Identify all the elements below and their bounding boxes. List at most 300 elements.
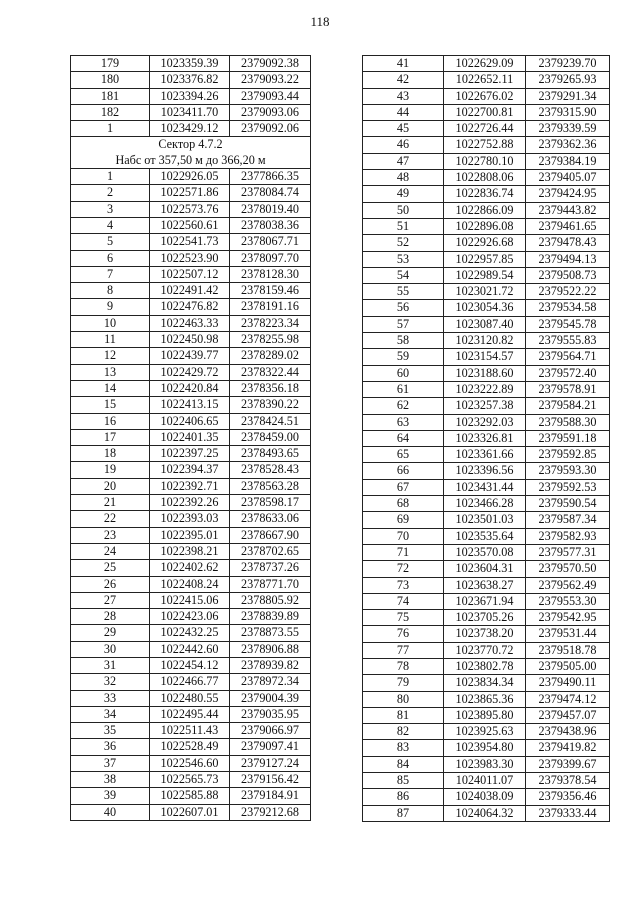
point-number-cell: 26 [71,576,150,592]
point-number-cell: 1 [71,121,150,137]
x-coordinate-cell: 1022507.12 [150,266,230,282]
point-number-cell: 76 [363,626,444,642]
point-number-cell: 17 [71,429,150,445]
point-number-cell: 68 [363,496,444,512]
table-row [363,300,610,316]
point-number-cell: 87 [363,805,444,821]
table-row [71,576,311,592]
point-number-cell: 8 [71,283,150,299]
table-row [363,414,610,430]
table-row [363,463,610,479]
x-coordinate-cell: 1022408.24 [150,576,230,592]
x-coordinate-cell: 1023292.03 [444,414,526,430]
x-coordinate-cell: 1022397.25 [150,446,230,462]
table-row [71,201,311,217]
x-coordinate-cell: 1023954.80 [444,740,526,756]
point-number-cell: 49 [363,186,444,202]
table-row [363,544,610,560]
point-number-cell: 37 [71,755,150,771]
y-coordinate-cell: 2379578.91 [526,381,610,397]
y-coordinate-cell: 2379405.07 [526,170,610,186]
point-number-cell: 42 [363,72,444,88]
table-row [363,496,610,512]
point-number-cell: 180 [71,72,150,88]
table-row [71,348,311,364]
point-number-cell: 77 [363,642,444,658]
table-row [71,641,311,657]
x-coordinate-cell: 1022957.85 [444,251,526,267]
sector-header-row [71,137,311,169]
x-coordinate-cell: 1023802.78 [444,658,526,674]
x-coordinate-cell: 1023376.82 [150,72,230,88]
table-row [363,642,610,658]
y-coordinate-cell: 2378223.34 [230,315,311,331]
y-coordinate-cell: 2379591.18 [526,430,610,446]
y-coordinate-cell: 2378771.70 [230,576,311,592]
x-coordinate-cell: 1022676.02 [444,88,526,104]
point-number-cell: 182 [71,104,150,120]
point-number-cell: 14 [71,380,150,396]
y-coordinate-cell: 2379127.24 [230,755,311,771]
y-coordinate-cell: 2379315.90 [526,104,610,120]
point-number-cell: 38 [71,772,150,788]
y-coordinate-cell: 2379587.34 [526,512,610,528]
table-row [71,299,311,315]
y-coordinate-cell: 2379093.06 [230,104,311,120]
y-coordinate-cell: 2379239.70 [526,56,610,72]
point-number-cell: 63 [363,414,444,430]
table-row [363,805,610,821]
x-coordinate-cell: 1022926.68 [444,235,526,251]
y-coordinate-cell: 2379518.78 [526,642,610,658]
y-coordinate-cell: 2379590.54 [526,496,610,512]
x-coordinate-cell: 1023638.27 [444,577,526,593]
y-coordinate-cell: 2379562.49 [526,577,610,593]
sector-subtitle: Набс от 357,50 м до 366,20 м [115,152,266,167]
x-coordinate-cell: 1023394.26 [150,88,230,104]
table-row [71,380,311,396]
y-coordinate-cell: 2379474.12 [526,691,610,707]
table-row [363,284,610,300]
point-number-cell: 22 [71,511,150,527]
y-coordinate-cell: 2379592.85 [526,447,610,463]
table-row [71,755,311,771]
table-row [363,365,610,381]
table-row [363,561,610,577]
table-row [363,88,610,104]
point-number-cell: 20 [71,478,150,494]
x-coordinate-cell: 1022511.43 [150,723,230,739]
y-coordinate-cell: 2379092.38 [230,56,311,72]
page-number: 118 [310,14,330,29]
x-coordinate-cell: 1023925.63 [444,724,526,740]
y-coordinate-cell: 2379339.59 [526,121,610,137]
y-coordinate-cell: 2379093.44 [230,88,311,104]
table-row [71,315,311,331]
table-row [71,495,311,511]
point-number-cell: 57 [363,316,444,332]
point-number-cell: 73 [363,577,444,593]
point-number-cell: 66 [363,463,444,479]
table-row [363,479,610,495]
point-number-cell: 71 [363,544,444,560]
table-row [363,740,610,756]
x-coordinate-cell: 1022541.73 [150,234,230,250]
x-coordinate-cell: 1023087.40 [444,316,526,332]
table-row [363,104,610,120]
table-row [363,56,610,72]
x-coordinate-cell: 1023431.44 [444,479,526,495]
point-number-cell: 30 [71,641,150,657]
y-coordinate-cell: 2379582.93 [526,528,610,544]
table-row [363,707,610,723]
x-coordinate-cell: 1024038.09 [444,789,526,805]
x-coordinate-cell: 1022454.12 [150,657,230,673]
table-row [71,560,311,576]
x-coordinate-cell: 1023983.30 [444,756,526,772]
x-coordinate-cell: 1023222.89 [444,381,526,397]
x-coordinate-cell: 1022607.01 [150,804,230,820]
x-coordinate-cell: 1023705.26 [444,610,526,626]
table-row [71,266,311,282]
table-row [71,446,311,462]
y-coordinate-cell: 2379092.06 [230,121,311,137]
x-coordinate-cell: 1022836.74 [444,186,526,202]
x-coordinate-cell: 1022571.86 [150,185,230,201]
point-number-cell: 75 [363,610,444,626]
x-coordinate-cell: 1022700.81 [444,104,526,120]
point-number-cell: 81 [363,707,444,723]
point-number-cell: 70 [363,528,444,544]
x-coordinate-cell: 1023895.80 [444,707,526,723]
y-coordinate-cell: 2379399.67 [526,756,610,772]
point-number-cell: 65 [363,447,444,463]
table-row [363,186,610,202]
x-coordinate-cell: 1022585.88 [150,788,230,804]
y-coordinate-cell: 2379097.41 [230,739,311,755]
right-table-rows [363,56,610,822]
point-number-cell: 59 [363,349,444,365]
x-coordinate-cell: 1022463.33 [150,315,230,331]
point-number-cell: 29 [71,625,150,641]
y-coordinate-cell: 2379592.53 [526,479,610,495]
table-row [71,657,311,673]
point-number-cell: 52 [363,235,444,251]
x-coordinate-cell: 1023604.31 [444,561,526,577]
table-row [363,121,610,137]
point-number-cell: 10 [71,315,150,331]
table-row [71,527,311,543]
x-coordinate-cell: 1023257.38 [444,398,526,414]
point-number-cell: 62 [363,398,444,414]
y-coordinate-cell: 2378873.55 [230,625,311,641]
x-coordinate-cell: 1022420.84 [150,380,230,396]
y-coordinate-cell: 2379494.13 [526,251,610,267]
x-coordinate-cell: 1022989.54 [444,267,526,283]
x-coordinate-cell: 1023326.81 [444,430,526,446]
y-coordinate-cell: 2379356.46 [526,789,610,805]
y-coordinate-cell: 2378563.28 [230,478,311,494]
x-coordinate-cell: 1022546.60 [150,755,230,771]
sector-title: Сектор 4.7.2 [158,137,223,152]
y-coordinate-cell: 2378633.06 [230,511,311,527]
y-coordinate-cell: 2379424.95 [526,186,610,202]
point-number-cell: 67 [363,479,444,495]
x-coordinate-cell: 1022406.65 [150,413,230,429]
table-row [71,690,311,706]
point-number-cell: 12 [71,348,150,364]
left-table-rows-top [71,56,311,137]
table-row [71,511,311,527]
y-coordinate-cell: 2378159.46 [230,283,311,299]
point-number-cell: 15 [71,397,150,413]
x-coordinate-cell: 1023411.70 [150,104,230,120]
x-coordinate-cell: 1022466.77 [150,674,230,690]
x-coordinate-cell: 1023021.72 [444,284,526,300]
y-coordinate-cell: 2379265.93 [526,72,610,88]
point-number-cell: 2 [71,185,150,201]
point-number-cell: 45 [363,121,444,137]
y-coordinate-cell: 2379508.73 [526,267,610,283]
y-coordinate-cell: 2378322.44 [230,364,311,380]
y-coordinate-cell: 2378424.51 [230,413,311,429]
x-coordinate-cell: 1022573.76 [150,201,230,217]
y-coordinate-cell: 2379553.30 [526,593,610,609]
point-number-cell: 3 [71,201,150,217]
table-row [363,235,610,251]
y-coordinate-cell: 2378805.92 [230,592,311,608]
point-number-cell: 19 [71,462,150,478]
x-coordinate-cell: 1023834.34 [444,675,526,691]
point-number-cell: 34 [71,706,150,722]
point-number-cell: 24 [71,543,150,559]
y-coordinate-cell: 2378972.34 [230,674,311,690]
y-coordinate-cell: 2379291.34 [526,88,610,104]
x-coordinate-cell: 1023396.56 [444,463,526,479]
x-coordinate-cell: 1023671.94 [444,593,526,609]
table-row [363,218,610,234]
x-coordinate-cell: 1023738.20 [444,626,526,642]
point-number-cell: 43 [363,88,444,104]
y-coordinate-cell: 2379093.22 [230,72,311,88]
x-coordinate-cell: 1022392.71 [150,478,230,494]
y-coordinate-cell: 2379419.82 [526,740,610,756]
x-coordinate-cell: 1022752.88 [444,137,526,153]
x-coordinate-cell: 1022450.98 [150,332,230,348]
table-row [363,691,610,707]
table-row [363,267,610,283]
point-number-cell: 55 [363,284,444,300]
table-row [71,739,311,755]
x-coordinate-cell: 1022398.21 [150,543,230,559]
table-row [71,706,311,722]
table-row [71,625,311,641]
table-row [71,609,311,625]
point-number-cell: 21 [71,495,150,511]
table-row [71,332,311,348]
table-row [363,658,610,674]
table-row [363,251,610,267]
x-coordinate-cell: 1022442.60 [150,641,230,657]
x-coordinate-cell: 1022528.49 [150,739,230,755]
x-coordinate-cell: 1022652.11 [444,72,526,88]
y-coordinate-cell: 2378191.16 [230,299,311,315]
point-number-cell: 16 [71,413,150,429]
table-row [71,56,311,72]
point-number-cell: 86 [363,789,444,805]
x-coordinate-cell: 1023359.39 [150,56,230,72]
point-number-cell: 41 [363,56,444,72]
y-coordinate-cell: 2379384.19 [526,153,610,169]
point-number-cell: 5 [71,234,150,250]
point-number-cell: 18 [71,446,150,462]
x-coordinate-cell: 1022439.77 [150,348,230,364]
point-number-cell: 54 [363,267,444,283]
point-number-cell: 33 [71,690,150,706]
point-number-cell: 78 [363,658,444,674]
y-coordinate-cell: 2378459.00 [230,429,311,445]
table-row [71,283,311,299]
y-coordinate-cell: 2379461.65 [526,218,610,234]
y-coordinate-cell: 2378390.22 [230,397,311,413]
y-coordinate-cell: 2379588.30 [526,414,610,430]
y-coordinate-cell: 2379593.30 [526,463,610,479]
x-coordinate-cell: 1023054.36 [444,300,526,316]
table-row [363,610,610,626]
point-number-cell: 46 [363,137,444,153]
x-coordinate-cell: 1022393.03 [150,511,230,527]
table-row [363,398,610,414]
y-coordinate-cell: 2379035.95 [230,706,311,722]
table-row [363,316,610,332]
y-coordinate-cell: 2379572.40 [526,365,610,381]
table-row [71,772,311,788]
point-number-cell: 60 [363,365,444,381]
x-coordinate-cell: 1024064.32 [444,805,526,821]
y-coordinate-cell: 2379570.50 [526,561,610,577]
point-number-cell: 39 [71,788,150,804]
table-row [71,413,311,429]
x-coordinate-cell: 1022395.01 [150,527,230,543]
point-number-cell: 48 [363,170,444,186]
y-coordinate-cell: 2379004.39 [230,690,311,706]
x-coordinate-cell: 1022896.08 [444,218,526,234]
table-row [363,593,610,609]
point-number-cell: 64 [363,430,444,446]
table-row [71,674,311,690]
point-number-cell: 9 [71,299,150,315]
point-number-cell: 1 [71,169,150,185]
table-row [71,478,311,494]
sector-header-cell [71,137,311,169]
point-number-cell: 31 [71,657,150,673]
y-coordinate-cell: 2379545.78 [526,316,610,332]
y-coordinate-cell: 2378906.88 [230,641,311,657]
x-coordinate-cell: 1023154.57 [444,349,526,365]
y-coordinate-cell: 2379555.83 [526,333,610,349]
x-coordinate-cell: 1022495.44 [150,706,230,722]
x-coordinate-cell: 1022491.42 [150,283,230,299]
table-row [71,723,311,739]
point-number-cell: 47 [363,153,444,169]
table-row [71,121,311,137]
y-coordinate-cell: 2378493.65 [230,446,311,462]
y-coordinate-cell: 2378038.36 [230,217,311,233]
y-coordinate-cell: 2378528.43 [230,462,311,478]
x-coordinate-cell: 1023535.64 [444,528,526,544]
point-number-cell: 50 [363,202,444,218]
table-row [71,462,311,478]
left-table-rows-bottom [71,169,311,821]
table-row [363,430,610,446]
table-row [71,592,311,608]
table-row [363,202,610,218]
table-row [71,185,311,201]
table-row [71,250,311,266]
table-row [363,528,610,544]
x-coordinate-cell: 1022808.06 [444,170,526,186]
y-coordinate-cell: 2379490.11 [526,675,610,691]
table-row [71,397,311,413]
table-row [363,756,610,772]
table-row [71,104,311,120]
y-coordinate-cell: 2378356.18 [230,380,311,396]
y-coordinate-cell: 2379457.07 [526,707,610,723]
y-coordinate-cell: 2378939.82 [230,657,311,673]
point-number-cell: 181 [71,88,150,104]
y-coordinate-cell: 2378067.71 [230,234,311,250]
y-coordinate-cell: 2379564.71 [526,349,610,365]
table-row [71,543,311,559]
table-row [363,381,610,397]
x-coordinate-cell: 1023466.28 [444,496,526,512]
table-row [71,234,311,250]
coordinates-table-right [362,55,610,822]
point-number-cell: 51 [363,218,444,234]
point-number-cell: 40 [71,804,150,820]
x-coordinate-cell: 1023361.66 [444,447,526,463]
y-coordinate-cell: 2379066.97 [230,723,311,739]
point-number-cell: 179 [71,56,150,72]
point-number-cell: 82 [363,724,444,740]
x-coordinate-cell: 1022926.05 [150,169,230,185]
y-coordinate-cell: 2379212.68 [230,804,311,820]
point-number-cell: 58 [363,333,444,349]
x-coordinate-cell: 1022726.44 [444,121,526,137]
table-row [363,577,610,593]
y-coordinate-cell: 2377866.35 [230,169,311,185]
point-number-cell: 27 [71,592,150,608]
point-number-cell: 84 [363,756,444,772]
table-row [363,626,610,642]
y-coordinate-cell: 2378097.70 [230,250,311,266]
point-number-cell: 53 [363,251,444,267]
y-coordinate-cell: 2379438.96 [526,724,610,740]
point-number-cell: 36 [71,739,150,755]
point-number-cell: 79 [363,675,444,691]
table-row [363,512,610,528]
y-coordinate-cell: 2378255.98 [230,332,311,348]
y-coordinate-cell: 2379184.91 [230,788,311,804]
y-coordinate-cell: 2378084.74 [230,185,311,201]
point-number-cell: 13 [71,364,150,380]
x-coordinate-cell: 1022402.62 [150,560,230,576]
table-row [363,72,610,88]
x-coordinate-cell: 1023501.03 [444,512,526,528]
x-coordinate-cell: 1022480.55 [150,690,230,706]
x-coordinate-cell: 1022394.37 [150,462,230,478]
point-number-cell: 69 [363,512,444,528]
